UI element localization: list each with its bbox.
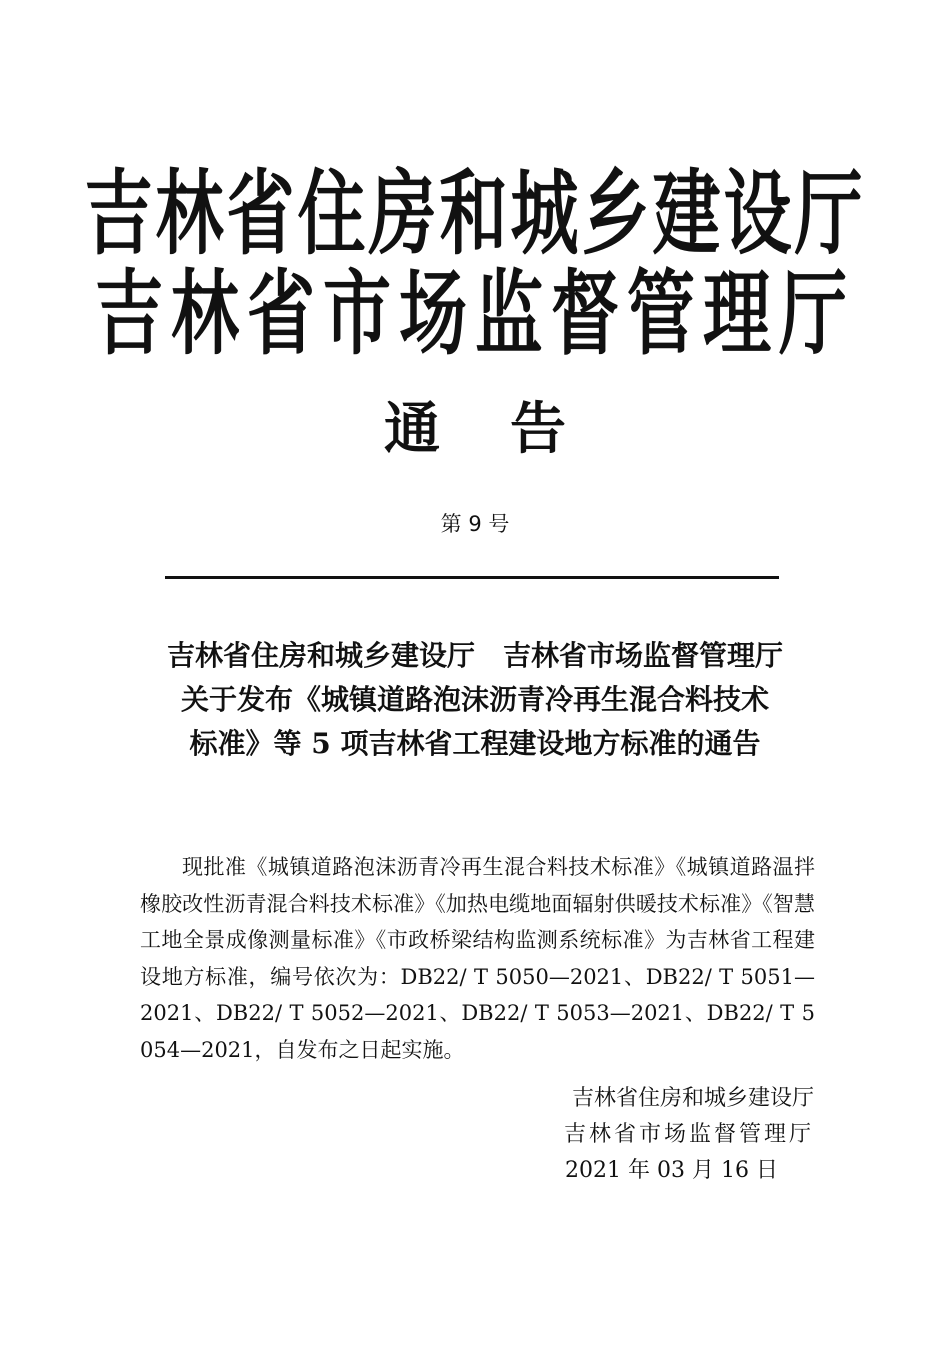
- issuing-agency-housing: 吉林省住房和城乡建设厅: [84, 162, 866, 269]
- issuing-agency-market-regulation: 吉林省市场监督管理厅: [94, 262, 855, 369]
- header-divider: [165, 576, 779, 579]
- notice-title-line-1: 吉林省住房和城乡建设厅 吉林省市场监督管理厅: [166, 639, 783, 672]
- notice-title-line-2: 关于发布《城镇道路泡沫沥青冷再生混合料技术: [180, 683, 769, 716]
- signature-date: 2021 年 03 月 16 日: [565, 1158, 778, 1183]
- document-number: 第 9 号: [440, 512, 510, 536]
- notice-title-line-3: 标准》等 5 项吉林省工程建设地方标准的通告: [189, 727, 761, 760]
- notice-body-paragraph: 现批准《城镇道路泡沫沥青冷再生混合料技术标准》《城镇道路温拌橡胶改性沥青混合料技术标准》《加热电缆地面辐射供暖技术标准》《智慧工地全景成像测量标准》《市政桥梁结构监测系统标准》为吉林省工程建设地方标准，编号依次为：DB22/ T 5050—2021、DB22/ T 5051—2021、DB22/ T 5052—2021、DB22/ T 5053—2021、DB22/ T 5054—2021，自发布之日起实施。: [140, 855, 815, 1062]
- signature-issuer-housing: 吉林省住房和城乡建设厅: [571, 1086, 814, 1111]
- document-type: 通告: [384, 397, 636, 462]
- signature-issuer-market-regulation: 吉林省市场监督管理厅: [563, 1122, 814, 1147]
